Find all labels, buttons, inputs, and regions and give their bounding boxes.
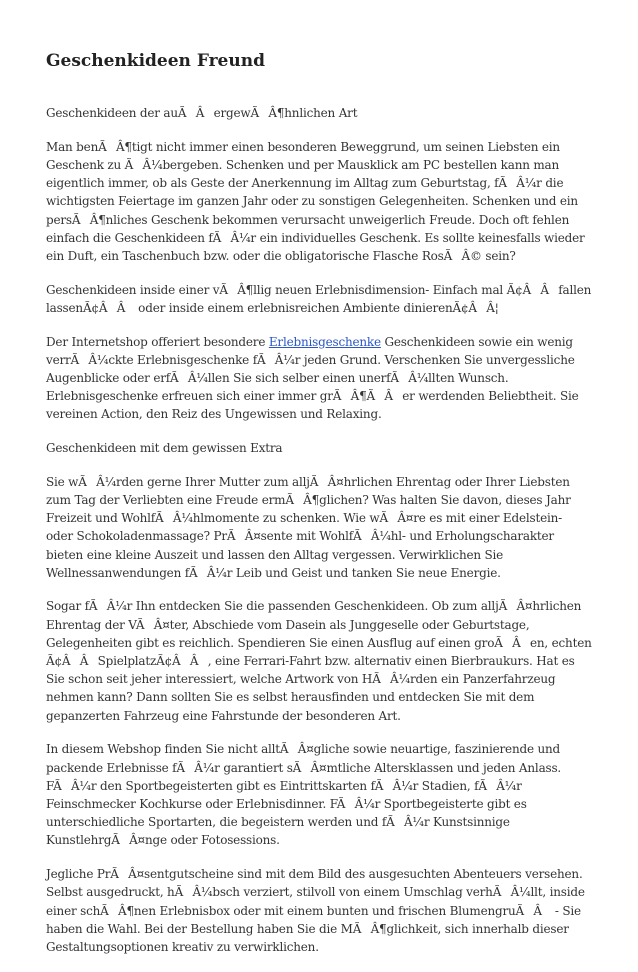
paragraph-7: Jegliche PrÃÂ¤sentgutscheine sind mit dem Bild des ausgesuchten Abenteuers versehen. Selbst ausgedruckt, hÃÂ¼bsch verziert, stilvoll von einem Umschlag verhÃÂ¼llt, inside einer schÃÂ¶nen Erlebnisbox oder mit einem bunten und frischen BlumengruÃÂ - Sie haben die Wahl. Bei der Bestellung haben Sie die MÃÂ¶glichkeit, sich innerhalb dieser Gestaltungsoptionen kreativ zu verwirklichen. bbox=[46, 867, 585, 954]
paragraph-2: Geschenkideen inside einer vÃÂ¶llig neuen Erlebnisdimension- Einfach mal Ã¢ÂÂfallen lassenÃ¢ÂÂ oder inside einem erlebnisreichen Ambiente dinierenÃ¢ÂÂ¦ bbox=[46, 282, 592, 315]
paragraph-3-text-start: Der Internetshop offeriert besondere bbox=[46, 334, 269, 349]
paragraph-3 bbox=[46, 333, 592, 424]
subheading-2: Geschenkideen mit dem gewissen Extra bbox=[46, 441, 283, 456]
erlebnisgeschenke-link[interactable]: Erlebnisgeschenke bbox=[268, 334, 381, 349]
paragraph-4: Sie wÃÂ¼rden gerne Ihrer Mutter zum alljÃÂ¤hrlichen Ehrentag oder Ihrer Liebsten zum Tag der Verliebten eine Freude ermÃÂ¶glichen? Was halten Sie davon, dieses Jahr Freizeit und WohlfÃÂ¼hlmomente zu schenken. Wie wÃÂ¤re es mit einer Edelstein- oder Schokoladenmassage? PrÃÂ¤sente mit WohlfÃÂ¼hl- und Erholungscharakter bieten eine kleine Auszeit und lassen den Alltag vergessen. Verwirklichen Sie Wellnessanwendungen fÃÂ¼r Leib und Geist und tanken Sie neue Energie. bbox=[46, 474, 571, 580]
paragraph-1: Man benÃÂ¶tigt nicht immer einen besonderen Beweggrund, um seinen Liebsten ein Geschenk zu ÃÂ¼bergeben. Schenken und per Mausklick am PC bestellen kann man eigentlich immer, ob als Geste der Anerkennung im Alltag zum Geburtstag, fÃÂ¼r die wichtigsten Feiertage im ganzen Jahr oder zu sonstigen Gelegenheiten. Schenken und ein persÃÂ¶nliches Geschenk bekommen verursacht unweigerlich Freude. Doch oft fehlen einfach die Geschenkideen fÃÂ¼r ein individuelles Geschenk. Es sollte keinesfalls wieder ein Duft, ein Taschenbuch bzw. oder die obligatorische Flasche RosÃÂ© sein? bbox=[46, 139, 585, 263]
document-page bbox=[46, 50, 592, 972]
subheading-1: Geschenkideen der auÃÂergewÃÂ¶hnlichen Art bbox=[46, 106, 358, 120]
document-title: Geschenkideen Freund bbox=[46, 51, 265, 71]
paragraph-6: In diesem Webshop finden Sie nicht alltÃÂ¤gliche sowie neuartige, faszinierende und packende Erlebnisse fÃÂ¼r garantiert sÃÂ¤mtliche Altersklassen und jeden Anlass. FÃÂ¼r den Sportbegeisterten gibt es Eintrittskarten fÃÂ¼r Stadien, fÃÂ¼r Feinschmecker Kochkurse oder Erlebnisdinner. FÃÂ¼r Sportbegeisterte gibt es unterschiedliche Sportarten, die begeistern werden und fÃÂ¼r Kunstsinnige KunstlehrgÃÂ¤nge oder Fotosessions. bbox=[46, 742, 562, 848]
paragraph-3-text-end: Geschenkideen sowie ein wenig verrÃÂ¼ckte Erlebnisgeschenke fÃÂ¼r jeden Grund. Verschenken Sie unvergessliche Augenblicke oder erfÃÂ¼llen Sie sich selber einen unerfÃÂ¼llten Wunsch. Erlebnisgeschenke erfreuen sich einer immer grÃÂ¶ÃÂer werdenden Beliebtheit. Sie vereinen Action, den Reiz des Ungewissen und Relaxing. bbox=[46, 334, 579, 422]
paragraph-5: Sogar fÃÂ¼r Ihn entdecken Sie die passenden Geschenkideen. Ob zum alljÃÂ¤hrlichen Ehrentag der VÃÂ¤ter, Abschiede vom Dasein als Junggeselle oder Geburtstage, Gelegenheiten gibt es reichlich. Spendieren Sie einen Ausflug auf einen groÃÂen, echten Ã¢ÂÂSpielplatzÃ¢ÂÂ, eine Ferrari-Fahrt bzw. alternativ einen Bierbraukurs. Hat es Sie schon seit jeher interessiert, welche Artwork von HÃÂ¼rden ein Panzerfahrzeug nehmen kann? Dann sollten Sie es selbst herausfinden und entdecken Sie mit dem gepanzerten Fahrzeug eine Fahrstunde der besonderen Art. bbox=[46, 599, 592, 723]
